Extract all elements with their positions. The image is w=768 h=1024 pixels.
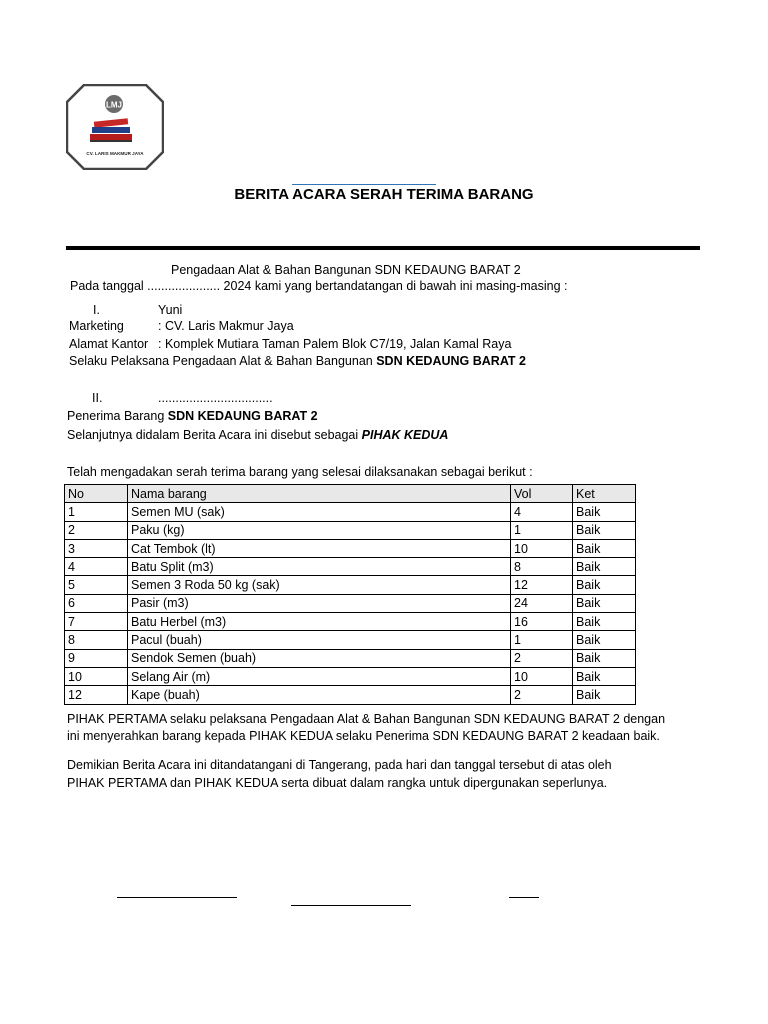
- header-no: No: [65, 485, 128, 503]
- closing-paragraph-line2: PIHAK PERTAMA dan PIHAK KEDUA serta dibuat dalam rangka untuk dipergunakan seperlunya.: [67, 776, 608, 790]
- cell-name: Sendok Semen (buah): [128, 649, 511, 667]
- signature-line-2: [291, 905, 411, 906]
- cell-name: Selang Air (m): [128, 667, 511, 685]
- party1-name: Yuni: [158, 303, 183, 317]
- cell-vol: 2: [511, 649, 573, 667]
- header-ket: Ket: [573, 485, 636, 503]
- cell-ket: Baik: [573, 613, 636, 631]
- table-row: [65, 686, 636, 704]
- cell-vol: 2: [511, 686, 573, 704]
- cell-name: Cat Tembok (lt): [128, 539, 511, 557]
- cell-vol: 4: [511, 503, 573, 521]
- table-row: [65, 649, 636, 667]
- handover-paragraph-line1: PIHAK PERTAMA selaku pelaksana Pengadaan Alat & Bahan Bangunan SDN KEDAUNG BARAT 2 dengan: [67, 712, 666, 726]
- items-table: [64, 484, 636, 705]
- cell-name: Batu Herbel (m3): [128, 613, 511, 631]
- cell-ket: Baik: [573, 558, 636, 576]
- cell-ket: Baik: [573, 667, 636, 685]
- table-row: [65, 503, 636, 521]
- company-logo: [66, 84, 164, 170]
- cell-ket: Baik: [573, 539, 636, 557]
- table-row: [65, 539, 636, 557]
- cell-ket: Baik: [573, 503, 636, 521]
- table-row: [65, 576, 636, 594]
- cell-no: 8: [65, 631, 128, 649]
- cell-name: Pacul (buah): [128, 631, 511, 649]
- cell-name: Semen 3 Roda 50 kg (sak): [128, 576, 511, 594]
- party2-referred: Selanjutnya didalam Berita Acara ini disebut sebagai PIHAK KEDUA: [67, 428, 449, 442]
- header-rule: [66, 246, 700, 250]
- cell-vol: 1: [511, 631, 573, 649]
- header-vol: Vol: [511, 485, 573, 503]
- closing-paragraph-line1: Demikian Berita Acara ini ditandatangani di Tangerang, pada hari dan tanggal tersebut di atas oleh: [67, 758, 612, 772]
- document-title: BERITA ACARA SERAH TERIMA BARANG: [234, 186, 534, 203]
- cell-vol: 16: [511, 613, 573, 631]
- cell-name: Kape (buah): [128, 686, 511, 704]
- cell-no: 4: [65, 558, 128, 576]
- logo-monogram: LMJ: [106, 100, 122, 110]
- party1-address-label: Alamat Kantor: [69, 337, 149, 351]
- table-row: [65, 558, 636, 576]
- cell-no: 6: [65, 594, 128, 612]
- table-intro: Telah mengadakan serah terima barang yang selesai dilaksanakan sebagai berikut :: [67, 465, 533, 479]
- cell-no: 9: [65, 649, 128, 667]
- cell-ket: Baik: [573, 521, 636, 539]
- cell-no: 7: [65, 613, 128, 631]
- table-row: [65, 667, 636, 685]
- table-row: [65, 613, 636, 631]
- project-line: Pengadaan Alat & Bahan Bangunan SDN KEDAUNG BARAT 2: [171, 263, 521, 277]
- cell-name: Paku (kg): [128, 521, 511, 539]
- title-accent-line: [292, 184, 436, 185]
- party2-name: .................................: [158, 391, 273, 405]
- cell-name: Pasir (m3): [128, 594, 511, 612]
- date-line: Pada tanggal ..................... 2024 kami yang bertandatangan di bawah ini masing-masing :: [70, 279, 568, 293]
- cell-vol: 10: [511, 539, 573, 557]
- party1-role-label: Marketing: [69, 319, 124, 333]
- cell-ket: Baik: [573, 631, 636, 649]
- party1-capacity: Selaku Pelaksana Pengadaan Alat & Bahan Bangunan SDN KEDAUNG BARAT 2: [69, 354, 526, 368]
- cell-no: 3: [65, 539, 128, 557]
- cell-ket: Baik: [573, 576, 636, 594]
- party2-receiver: Penerima Barang SDN KEDAUNG BARAT 2: [67, 409, 318, 423]
- table-row: [65, 594, 636, 612]
- cell-vol: 12: [511, 576, 573, 594]
- cell-ket: Baik: [573, 686, 636, 704]
- cell-vol: 8: [511, 558, 573, 576]
- party2-number: II.: [92, 391, 103, 405]
- cell-vol: 1: [511, 521, 573, 539]
- cell-no: 5: [65, 576, 128, 594]
- signature-line-3: [509, 897, 539, 898]
- table-row: [65, 521, 636, 539]
- cell-name: Semen MU (sak): [128, 503, 511, 521]
- signature-line-1: [117, 897, 237, 898]
- cell-vol: 10: [511, 667, 573, 685]
- party1-role-value: : CV. Laris Makmur Jaya: [158, 319, 294, 333]
- logo-company-name: CV. LARIS MAKMUR JAYA: [86, 151, 144, 156]
- party1-address-value: : Komplek Mutiara Taman Palem Blok C7/19, Jalan Kamal Raya: [158, 337, 512, 351]
- cell-ket: Baik: [573, 649, 636, 667]
- header-name: Nama barang: [128, 485, 511, 503]
- cell-no: 12: [65, 686, 128, 704]
- cell-no: 10: [65, 667, 128, 685]
- table-row: [65, 631, 636, 649]
- cell-no: 2: [65, 521, 128, 539]
- handover-paragraph-line2: ini menyerahkan barang kepada PIHAK KEDUA selaku Penerima SDN KEDAUNG BARAT 2 keadaan baik.: [67, 729, 660, 743]
- cell-no: 1: [65, 503, 128, 521]
- party1-number: I.: [93, 303, 100, 317]
- table-header-row: [65, 485, 636, 503]
- cell-vol: 24: [511, 594, 573, 612]
- cell-name: Batu Split (m3): [128, 558, 511, 576]
- cell-ket: Baik: [573, 594, 636, 612]
